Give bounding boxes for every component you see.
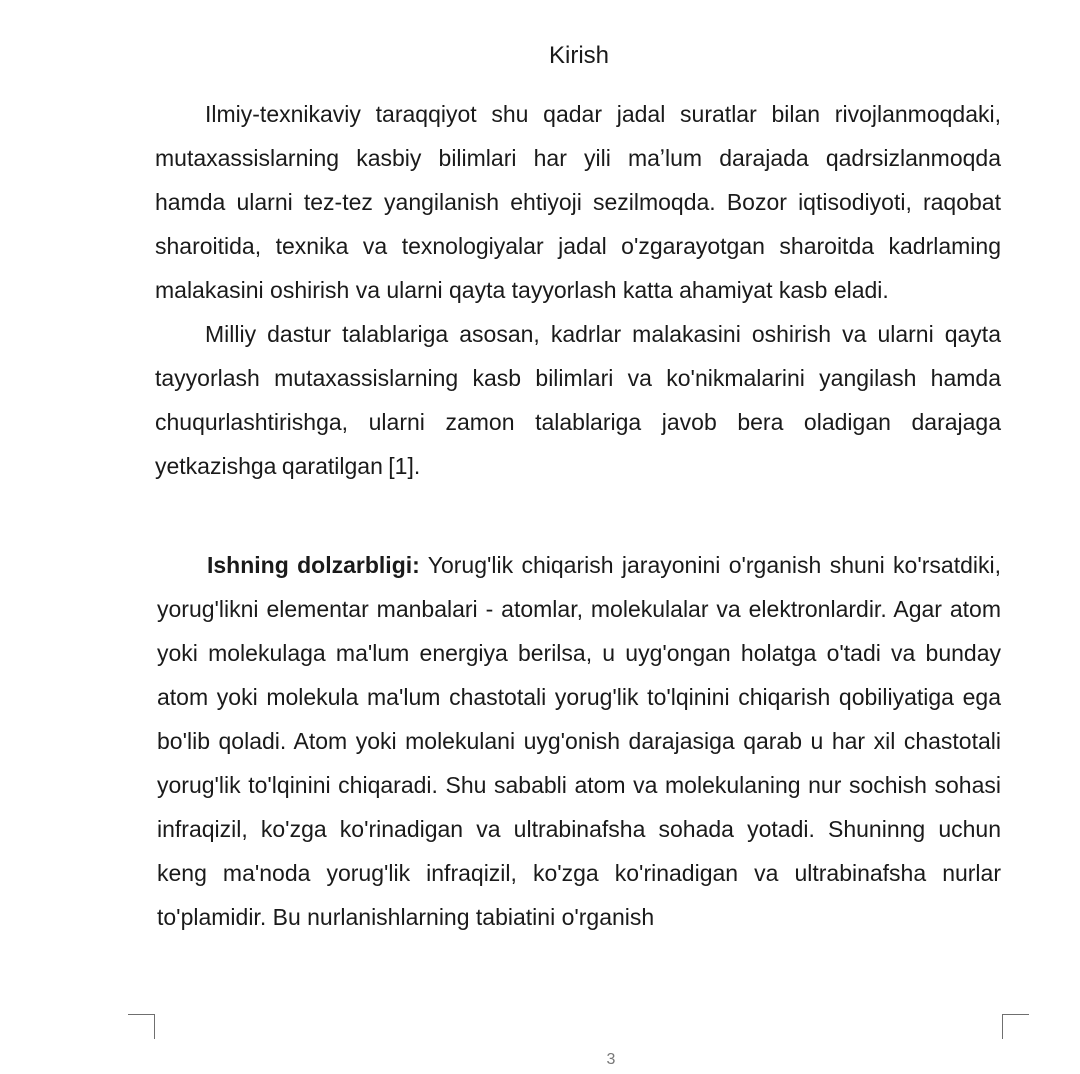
page-number: 3 xyxy=(606,1051,616,1068)
relevance-text: Yorug'lik chiqarish jarayonini o'rganish shuni ko'rsatdiki, yorug'likni elementar manbalari - atomlar, molekulalar va elektronlardir. Agar atom yoki molekulaga ma'lum energiya berilsa, u uyg'ongan holatga o'tadi va bunday atom yoki molekula ma'lum chastotali yorug'lik to'lqinini chiqarish qobiliyatiga ega bo'lib qoladi. Atom yoki molekulani uyg'onish darajasiga qarab u har xil chastotali yorug'lik to'lqinini chiqaradi. Shu sababli atom va molekulaning nur sochish sohasi infraqizil, ko'zga ko'rinadigan va ultrabinafsha sohada yotadi. Shuninng uchun keng ma'noda yorug'lik infraqizil, ko'zga ko'rinadigan va ultrabinafsha nurlar to'plamidir. Bu nurlanishlarning tabiatini o'rganish xyxy=(157,552,1001,930)
relevance-label: Ishning dolzarbligi: xyxy=(207,552,420,578)
section-title: Kirish xyxy=(548,42,609,69)
page-corner-mark-left xyxy=(128,1014,155,1039)
intro-paragraph-1: Ilmiy-texnikaviy taraqqiyot shu qadar jadal suratlar bilan rivojlanmoqdaki, mutaxassislarning kasbiy bilimlari har yili maʼlum darajada qadrsizlanmoqda hamda ularni tez-tez yangilanish ehtiyoji sezilmoqda. Bozor iqtisodiyoti, raqobat sharoitida, texnika va texnologiyalar jadal o'zgarayotgan sharoitda kadrlaming malakasini oshirish va ularni qayta tayyorlash katta ahamiyat kasb eladi. xyxy=(155,101,1001,303)
intro-paragraph-2: Milliy dastur talablariga asosan, kadrlar malakasini oshirish va ularni qayta tayyorlash mutaxassislarning kasb bilimlari va ko'nikmalarini yangilash hamda chuqurlashtirishga, ularni zamon talablariga javob bera oladigan darajaga yetkazishga qaratilgan [1]. xyxy=(155,321,1001,479)
page-corner-mark-right xyxy=(1002,1014,1029,1039)
intro-text-block xyxy=(155,92,1001,488)
relevance-paragraph xyxy=(157,543,1001,939)
relevance-text-block xyxy=(157,543,1001,939)
